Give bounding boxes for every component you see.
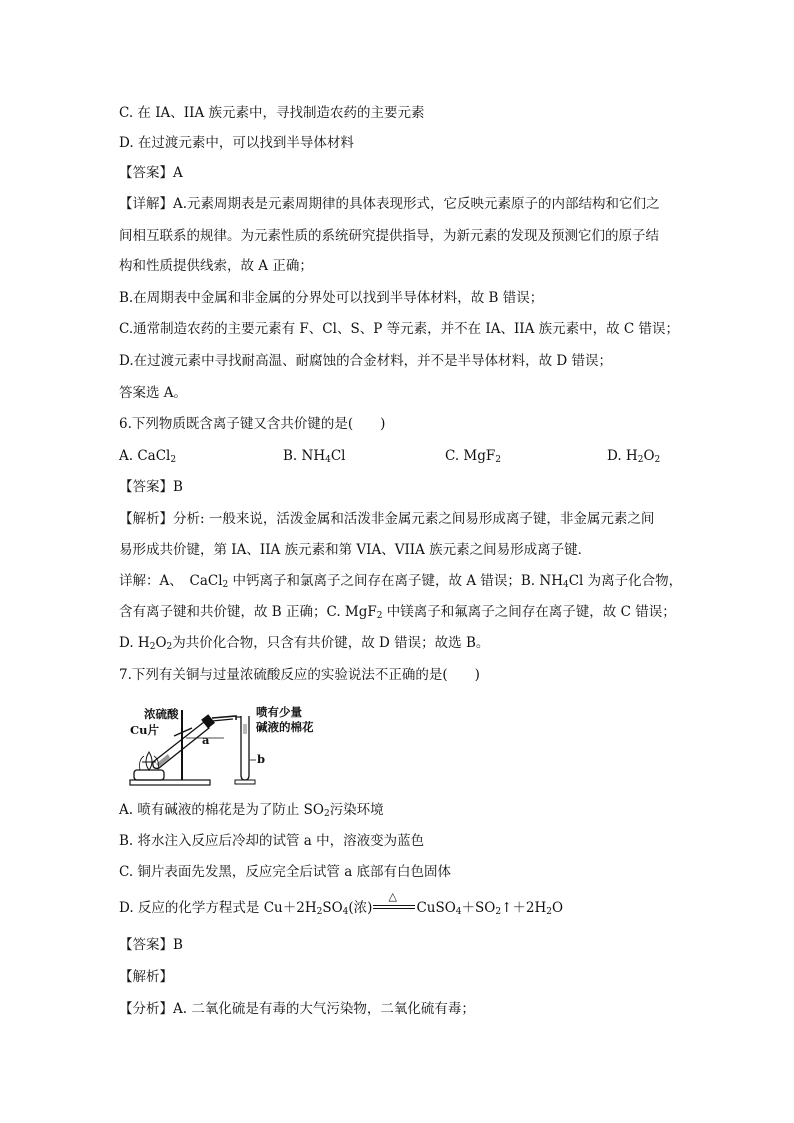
analysis-q6-line: 易形成共价键，第 IA、IIA 族元素和第 VIA、VIIA 族元素之间易形成离子键． bbox=[119, 542, 592, 558]
cotton-label-1: 喷有少量 bbox=[256, 705, 302, 719]
explanation-q5-line: C.通常制造农药的主要元素有 F、Cl、S、P 等元素，并不在 IA、IIA 族元素中，故 C 错误； bbox=[119, 321, 680, 337]
q7-option-c: C. 铜片表面先发黑，反应完全后试管 a 底部有白色固体 bbox=[119, 864, 452, 880]
tube-a-label: a bbox=[202, 733, 210, 747]
q6-option-b: B. $NH_4Cl$ bbox=[283, 448, 346, 465]
delta-symbol: △ bbox=[388, 890, 397, 903]
explanation-q5-line: D.在过渡元素中寻找耐高温、耐腐蚀的合金材料，并不是半导体材料，故 D 错误； bbox=[119, 353, 613, 369]
analysis-q6-line: 【解析】分析: 一般来说，活泼金属和活泼非金属元素之间易形成离子键，非金属元素之间 bbox=[119, 511, 655, 527]
detail-q6-line: 详解：A、 CaCl$_2$ 中钙离子和氯离子之间存在离子键，故 A 错误；B. $NH_4Cl$ 为离子化合物， bbox=[119, 573, 683, 590]
explanation-q5-line: B.在周期表中金属和非金属的分界处可以找到半导体材料，故 B 错误； bbox=[119, 290, 544, 306]
explanation-q5-line: 【详解】A.元素周期表是元素周期律的具体表现形式，它反映元素原子的内部结构和它们之 bbox=[119, 196, 660, 212]
acid-label: 浓硫酸 bbox=[144, 707, 179, 721]
cotton-label-2: 碱液的棉花 bbox=[256, 720, 314, 734]
detail-q6-line: D. $H_2O_2$为共价化合物，只含有共价键，故 D 错误；故选 B。 bbox=[119, 635, 490, 652]
question-7: 7.下列有关铜与过量浓硫酸反应的实验说法不正确的是( ) bbox=[119, 667, 480, 683]
analysis-q7-line: 【分析】A. 二氧化硫是有毒的大气污染物，二氧化硫有毒； bbox=[119, 1001, 475, 1017]
detail-q6-line: 含有离子键和共价键，故 B 正确；C. MgF$_2$ 中镁离子和氟离子之间存在离子键，故 C 错误； bbox=[119, 604, 676, 621]
option-d-q5: D. 在过渡元素中，可以找到半导体材料 bbox=[119, 135, 354, 151]
question-6: 6.下列物质既含离子键又含共价键的是( ) bbox=[119, 416, 386, 432]
heating-condition-mark bbox=[373, 890, 415, 914]
answer-q5: 【答案】A bbox=[119, 165, 183, 181]
q7-option-a: A. 喷有碱液的棉花是为了防止 $SO_2$污染环境 bbox=[119, 802, 384, 819]
q6-option-d: D. $H_2O_2$ bbox=[607, 448, 661, 465]
answer-q6: 【答案】B bbox=[119, 479, 183, 495]
analysis-q7-heading: 【解析】 bbox=[119, 969, 173, 985]
cu-label: Cu片 bbox=[130, 723, 160, 737]
explanation-q5-line: 间相互联系的规律。为元素性质的系统研究提供指导，为新元素的发现及预测它们的原子结 bbox=[119, 228, 659, 244]
q6-option-c: C. MgF$_2$ bbox=[445, 448, 501, 465]
explanation-q5-conclusion: 答案选 A。 bbox=[119, 385, 188, 401]
q6-option-a: A. CaCl$_2$ bbox=[119, 448, 177, 465]
tube-b-label: b bbox=[257, 752, 266, 766]
explanation-q5-line: 构和性质提供线索，故 A 正确； bbox=[119, 258, 313, 274]
apparatus-diagram bbox=[126, 700, 342, 786]
answer-q7: 【答案】B bbox=[119, 937, 183, 953]
option-c-q5: C. 在 IA、IIA 族元素中，寻找制造农药的主要元素 bbox=[119, 105, 425, 121]
q7-option-b: B. 将水注入反应后冷却的试管 a 中，溶液变为蓝色 bbox=[119, 833, 425, 849]
q7-option-d: D. 反应的化学方程式是 $Cu+2H_2SO_4$(浓) △ $CuSO_4+SO_2↑+2H_2O$ bbox=[119, 890, 564, 917]
